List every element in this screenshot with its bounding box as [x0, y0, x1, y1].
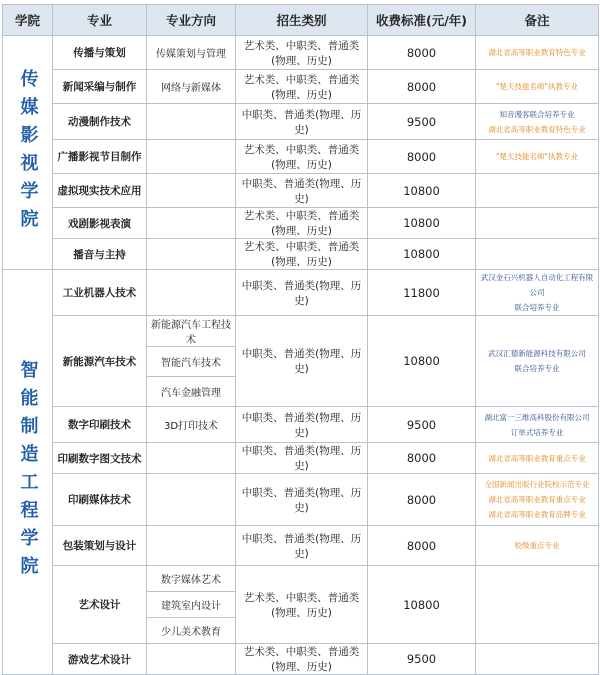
category-cell: 艺术类、中职类、普通类(物理、历史): [236, 70, 368, 104]
remark-cell: [476, 270, 599, 316]
major-cell: 包装策划与设计: [53, 526, 147, 566]
table-row: [3, 316, 599, 347]
remark-cell: [476, 644, 599, 675]
fee-cell: 10800: [368, 239, 476, 270]
fee-cell: 8000: [368, 36, 476, 70]
header-category: 招生类别: [236, 5, 368, 36]
header-college: 学院: [3, 5, 53, 36]
remark-cell: [476, 316, 599, 407]
category-cell: 中职类、普通类(物理、历史): [236, 474, 368, 526]
table-row: [3, 239, 599, 270]
major-cell: 新能源汽车技术: [53, 316, 147, 407]
header-direction: 专业方向: [147, 5, 236, 36]
major-cell: 播音与主持: [53, 239, 147, 270]
direction-cell: [147, 644, 236, 675]
table-row: [3, 407, 599, 443]
major-cell: 动漫制作技术: [53, 104, 147, 140]
fee-cell: 8000: [368, 443, 476, 474]
category-cell: 中职类、普通类(物理、历史): [236, 443, 368, 474]
fee-cell: 9500: [368, 104, 476, 140]
header-row: [3, 5, 599, 36]
remark-cell: [476, 208, 599, 239]
table-row: [3, 644, 599, 675]
remark-text: 全国新闻出版行业院校示范专业: [484, 480, 590, 489]
college-name: 智能制造工程学院: [17, 360, 39, 584]
table-row: [3, 443, 599, 474]
remark-cell: [476, 174, 599, 208]
remark-cell: [476, 239, 599, 270]
major-cell: 虚拟现实技术应用: [53, 174, 147, 208]
remark-text: 联合培养专业: [514, 364, 560, 373]
category-cell: 中职类、普通类(物理、历史): [236, 104, 368, 140]
fee-cell: 11800: [368, 270, 476, 316]
remark-cell: [476, 36, 599, 70]
direction-cell: [147, 140, 236, 174]
category-cell: 艺术类、中职类、普通类(物理、历史): [236, 140, 368, 174]
major-cell: 游戏艺术设计: [53, 644, 147, 675]
table-row: [3, 70, 599, 104]
table-row: [3, 526, 599, 566]
category-cell: 艺术类、中职类、普通类(物理、历史): [236, 566, 368, 644]
header-fee: 收费标准(元/年): [368, 5, 476, 36]
direction-cell: 新能源汽车工程技术: [147, 316, 236, 347]
college-name: 传媒影视学院: [17, 68, 39, 237]
table-row: [3, 140, 599, 174]
major-cell: 印刷媒体技术: [53, 474, 147, 526]
college-cell-smart: [3, 270, 53, 675]
category-cell: 艺术类、中职类、普通类(物理、历史): [236, 208, 368, 239]
direction-cell: [147, 443, 236, 474]
major-cell: 广播影视节目制作: [53, 140, 147, 174]
fee-cell: 10800: [368, 566, 476, 644]
remark-cell: [476, 140, 599, 174]
direction-cell: [147, 526, 236, 566]
major-cell: 传播与策划: [53, 36, 147, 70]
remark-cell: [476, 407, 599, 443]
direction-cell: 建筑室内设计: [147, 592, 236, 618]
header-major: 专业: [53, 5, 147, 36]
remark-text: 武汉汇德新能源科技有限公司: [488, 349, 586, 358]
major-cell: 数字印刷技术: [53, 407, 147, 443]
table-row: [3, 174, 599, 208]
direction-cell: [147, 474, 236, 526]
remark-text: 武汉金石兴机器人自动化工程有限公司: [480, 273, 594, 297]
category-cell: 艺术类、中职类、普通类(物理、历史): [236, 644, 368, 675]
major-cell: 艺术设计: [53, 566, 147, 644]
direction-cell: [147, 239, 236, 270]
direction-cell: [147, 270, 236, 316]
table-row: [3, 474, 599, 526]
fee-cell: 8000: [368, 526, 476, 566]
remark-cell: [476, 566, 599, 644]
table-row: [3, 566, 599, 592]
remark-text: 知音漫客联合培养专业: [499, 109, 575, 119]
table-row: [3, 36, 599, 70]
remark-text: 湖北省高等职业教育特色专业: [488, 124, 586, 134]
direction-cell: 智能汽车技术: [147, 347, 236, 377]
remark-text: 湖北省高等职业教育特色专业: [488, 48, 586, 57]
direction-cell: [147, 174, 236, 208]
direction-cell: 3D打印技术: [147, 407, 236, 443]
fee-cell: 9500: [368, 644, 476, 675]
direction-cell: 数字媒体艺术: [147, 566, 236, 592]
college-cell-media: [3, 36, 53, 270]
direction-cell: 汽车金融管理: [147, 377, 236, 407]
category-cell: 中职类、普通类(物理、历史): [236, 316, 368, 407]
fee-cell: 8000: [368, 474, 476, 526]
remark-cell: [476, 526, 599, 566]
major-cell: 戏剧影视表演: [53, 208, 147, 239]
category-cell: 艺术类、中职类、普通类(物理、历史): [236, 36, 368, 70]
remark-text: 订单式培养专业: [510, 427, 564, 437]
table-row: [3, 270, 599, 316]
major-cell: 印刷数字图文技术: [53, 443, 147, 474]
remark-text: 湖北省高等职业教育重点专业: [488, 495, 586, 504]
direction-cell: [147, 104, 236, 140]
remark-cell: [476, 70, 599, 104]
direction-cell: [147, 208, 236, 239]
fee-cell: 10800: [368, 316, 476, 407]
header-remark: 备注: [476, 5, 599, 36]
remark-cell: [476, 443, 599, 474]
admissions-table: [2, 4, 599, 675]
category-cell: 中职类、普通类(物理、历史): [236, 270, 368, 316]
fee-cell: 10800: [368, 208, 476, 239]
table-row: [3, 104, 599, 140]
major-cell: 工业机器人技术: [53, 270, 147, 316]
fee-cell: 8000: [368, 70, 476, 104]
remark-text: "楚天技能名师"执教专业: [496, 152, 578, 161]
fee-cell: 9500: [368, 407, 476, 443]
category-cell: 艺术类、中职类、普通类(物理、历史): [236, 239, 368, 270]
remark-text: 湖北富一三维高科股份有限公司: [484, 412, 590, 422]
category-cell: 中职类、普通类(物理、历史): [236, 407, 368, 443]
table-row: [3, 208, 599, 239]
major-cell: 新闻采编与制作: [53, 70, 147, 104]
fee-cell: 8000: [368, 140, 476, 174]
remark-cell: [476, 104, 599, 140]
fee-cell: 10800: [368, 174, 476, 208]
remark-cell: [476, 474, 599, 526]
category-cell: 中职类、普通类(物理、历史): [236, 526, 368, 566]
direction-cell: 少儿美术教育: [147, 618, 236, 644]
direction-cell: 网络与新媒体: [147, 70, 236, 104]
remark-text: 联合培养专业: [514, 303, 560, 312]
remark-text: 校级重点专业: [514, 541, 560, 550]
remark-text: 湖北省高等职业教育重点专业: [488, 453, 586, 463]
direction-cell: 传媒策划与管理: [147, 36, 236, 70]
remark-text: 湖北省高等职业教育品牌专业: [488, 510, 586, 519]
category-cell: 中职类、普通类(物理、历史): [236, 174, 368, 208]
remark-text: "楚天技能名师"执教专业: [496, 82, 578, 91]
